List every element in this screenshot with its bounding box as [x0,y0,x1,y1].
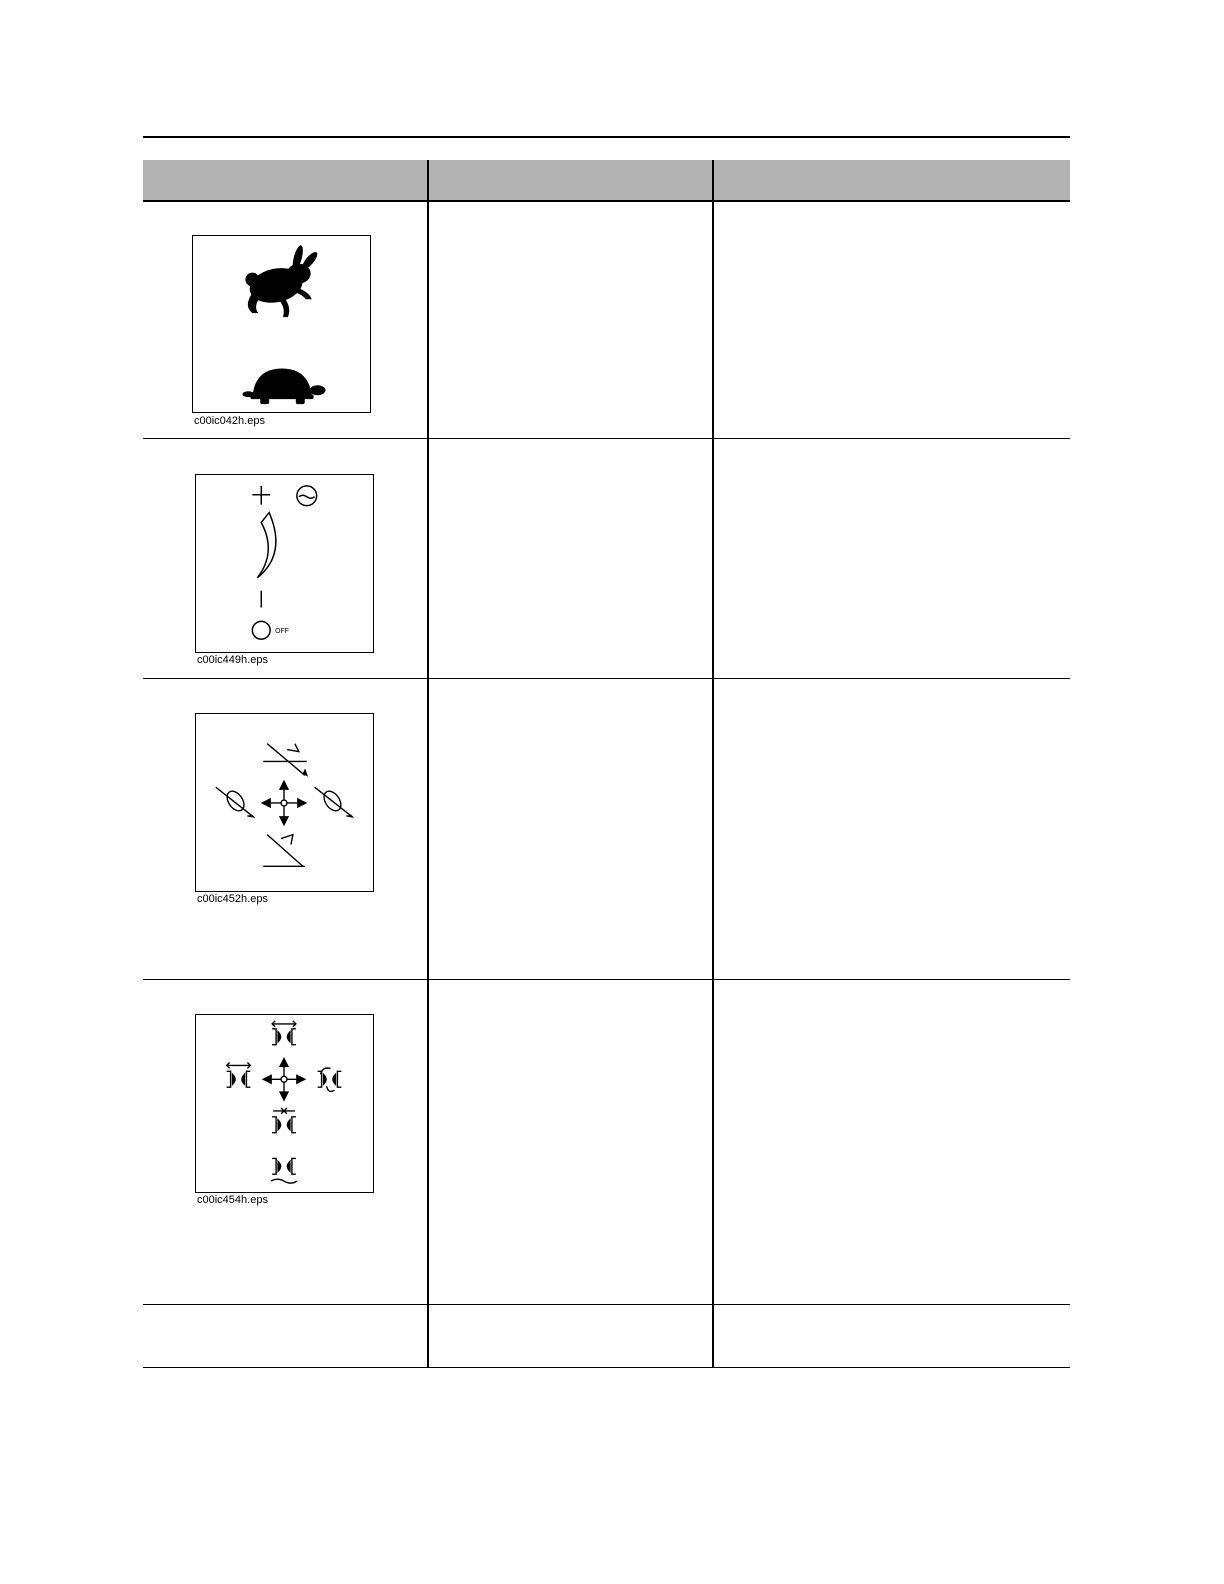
table-bottom-rule [143,1367,1070,1368]
rabbit-turtle-icon [192,235,371,413]
figure-caption: c00ic454h.eps [197,1194,268,1206]
clamp-rotate-right-icon [318,1068,342,1091]
tilt-back-icon [263,835,305,867]
header-cell-3 [714,160,1070,200]
figure-caption: c00ic452h.eps [197,893,268,905]
row-separator [143,678,1070,679]
rabbit-icon [245,244,319,317]
clamp-open-top-icon [272,1021,296,1045]
row-separator [143,438,1070,439]
off-circle-icon [252,621,270,639]
top-rule [143,136,1070,138]
joystick-arrows-icon [263,1059,305,1101]
fuel-gauge-icon [297,486,317,506]
ramp-scale-icon [257,513,276,578]
mast-function-arrows-icon [195,713,374,892]
clamp-function-arrows-icon [195,1014,374,1193]
column-divider-2 [712,160,714,1368]
clamp-open-left-icon [227,1062,251,1087]
side-shift-left-icon [216,787,254,817]
tilt-forward-icon [263,744,307,776]
row-separator [143,1304,1070,1305]
off-label: OFF [275,628,289,636]
clamp-float-icon [271,1158,297,1183]
row-separator [143,979,1070,980]
clamp-close-icon [272,1108,296,1133]
throttle-scale-icon [195,474,374,653]
side-shift-right-icon [315,787,353,817]
column-divider-1 [427,160,429,1368]
turtle-icon [242,368,325,404]
header-cell-2 [429,160,712,200]
joystick-arrows-icon [262,781,306,825]
header-cell-1 [143,160,427,200]
figure-caption: c00ic042h.eps [194,415,265,427]
figure-caption: c00ic449h.eps [197,654,268,666]
